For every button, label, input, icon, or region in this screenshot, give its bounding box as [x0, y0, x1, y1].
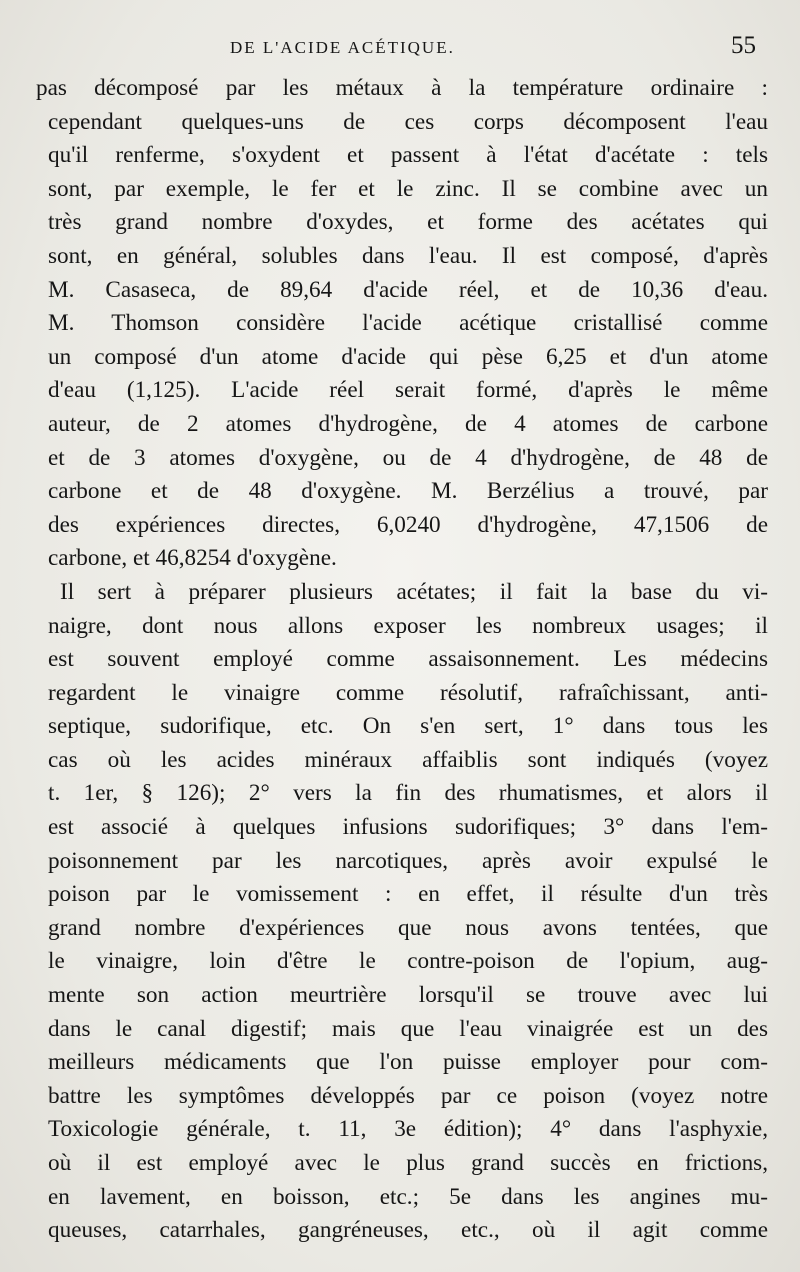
text-line: queuses, catarrhales, gangréneuses, etc., où il agit comme	[48, 1217, 768, 1244]
text-line: très grand nombre d'oxydes, et forme des acétates qui	[48, 209, 768, 236]
text-line: mente son action meurtrière lorsqu'il se trouve avec lui	[48, 982, 768, 1009]
text-line: battre les symptômes développés par ce poison (voyez notre	[48, 1082, 768, 1109]
text-line: un composé d'un atome d'acide qui pèse 6,25 et d'un atome	[48, 343, 768, 370]
page-number: 55	[731, 32, 756, 59]
text-line: est souvent employé comme assaisonnement. Les médecins	[48, 646, 768, 673]
text-line: le vinaigre, loin d'être le contre-poison de l'opium, aug-	[48, 948, 768, 975]
text-line: M. Thomson considère l'acide acétique cristallisé comme	[48, 310, 768, 337]
paragraph-2	[36, 576, 768, 1248]
text-line: Toxicologie générale, t. 11, 3e édition); 4° dans l'asphyxie,	[48, 1116, 768, 1143]
text-line: t. 1er, § 126); 2° vers la fin des rhumatismes, et alors il	[48, 780, 768, 807]
text-line: poisonnement par les narcotiques, après avoir expulsé le	[48, 847, 768, 874]
body-text	[36, 72, 768, 1248]
text-line: regardent le vinaigre comme résolutif, rafraîchissant, anti-	[48, 679, 768, 706]
text-line: qu'il renferme, s'oxydent et passent à l'état d'acétate : tels	[48, 142, 768, 169]
text-line: et de 3 atomes d'oxygène, ou de 4 d'hydrogène, de 48 de	[48, 444, 768, 471]
text-line: M. Casaseca, de 89,64 d'acide réel, et de 10,36 d'eau.	[48, 276, 768, 303]
text-line: sont, en général, solubles dans l'eau. Il est composé, d'après	[48, 242, 768, 269]
text-line: sont, par exemple, le fer et le zinc. Il se combine avec un	[48, 175, 768, 202]
text-line: carbone et de 48 d'oxygène. M. Berzélius a trouvé, par	[48, 478, 768, 505]
text-line: grand nombre d'expériences que nous avons tentées, que	[48, 914, 768, 941]
text-line: des expériences directes, 6,0240 d'hydrogène, 47,1506 de	[48, 511, 768, 538]
running-title: DE L'ACIDE ACÉTIQUE.	[230, 38, 455, 57]
text-line: pas décomposé par les métaux à la température ordinaire :	[36, 75, 768, 101]
text-line: d'eau (1,125). L'acide réel serait formé, d'après le même	[48, 377, 768, 404]
text-line: Il sert à préparer plusieurs acétates; il fait la base du vi-	[60, 578, 768, 605]
text-line: en lavement, en boisson, etc.; 5e dans les angines mu-	[48, 1183, 768, 1210]
text-line: naigre, dont nous allons exposer les nombreux usages; il	[48, 612, 768, 639]
text-line: où il est employé avec le plus grand succès en frictions,	[48, 1150, 768, 1176]
text-line: dans le canal digestif; mais que l'eau vinaigrée est un des	[48, 1015, 768, 1042]
text-line: meilleurs médicaments que l'on puisse employer pour com-	[48, 1049, 768, 1076]
paragraph-1	[36, 72, 768, 576]
text-line: cependant quelques-uns de ces corps décomposent l'eau	[48, 108, 768, 135]
text-line: septique, sudorifique, etc. On s'en sert, 1° dans tous les	[48, 713, 768, 740]
text-line: poison par le vomissement : en effet, il résulte d'un très	[48, 881, 768, 908]
text-line: est associé à quelques infusions sudorifiques; 3° dans l'em-	[48, 814, 768, 841]
text-line: auteur, de 2 atomes d'hydrogène, de 4 atomes de carbone	[48, 410, 768, 437]
text-line: carbone, et 46,8254 d'oxygène.	[48, 545, 337, 572]
text-line: cas où les acides minéraux affaiblis sont indiqués (voyez	[48, 746, 768, 773]
